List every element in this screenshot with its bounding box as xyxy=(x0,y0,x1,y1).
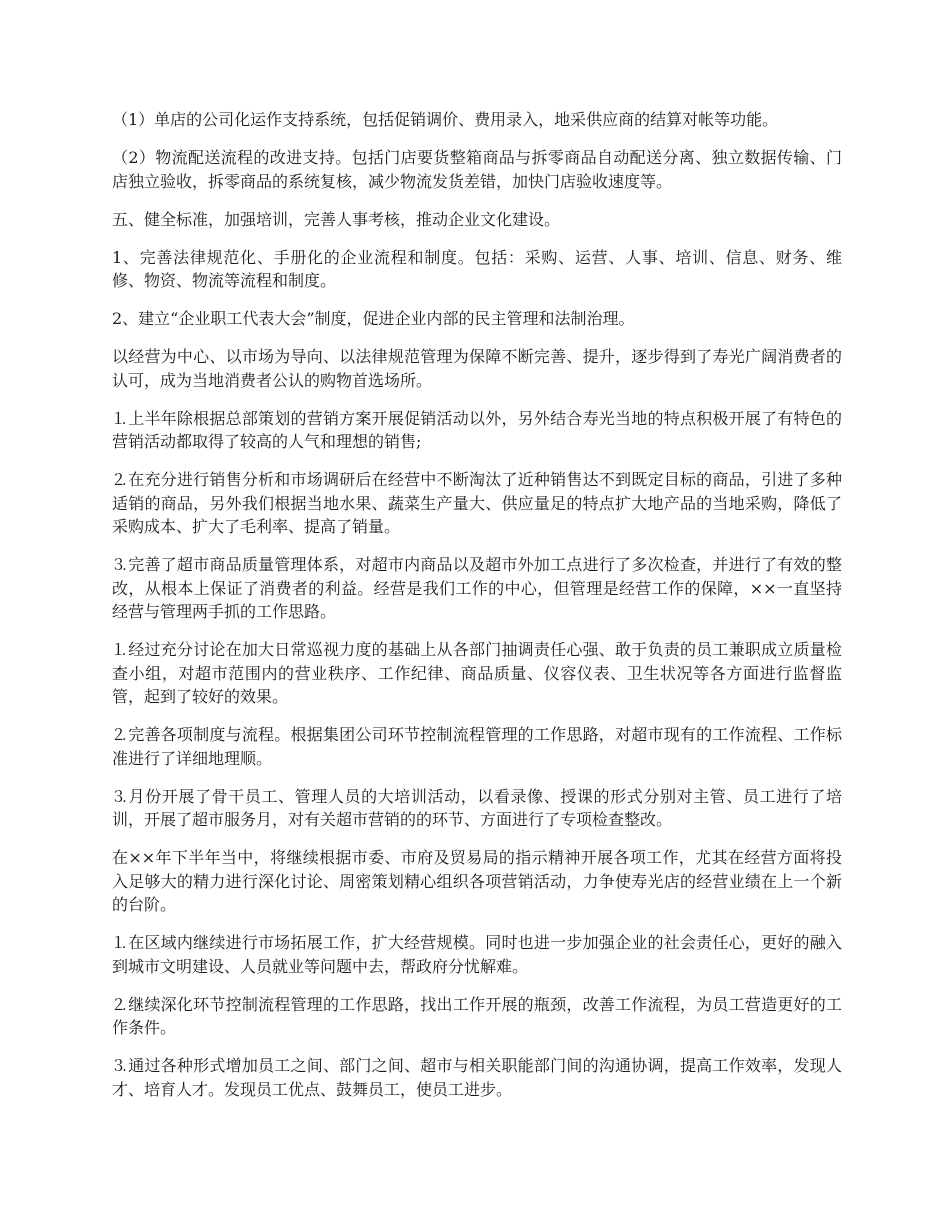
document-body xyxy=(112,108,842,1116)
paragraph-10: ⒈经过充分讨论在加大日常巡视力度的基础上从各部门抽调责任心强、敢于负责的员工兼职成立质量检查小组，对超市范围内的营业秩序、工作纪律、商品质量、仪容仪表、卫生状况等各方面进行监督监管，起到了较好的效果。 xyxy=(112,640,842,706)
paragraph-12: ⒊月份开展了骨干员工、管理人员的大培训活动，以看录像、授课的形式分别对主管、员工进行了培训，开展了超市服务月，对有关超市营销的的环节、方面进行了专项检查整改。 xyxy=(112,786,842,829)
paragraph-9: ⒊完善了超市商品质量管理体系，对超市内商品以及超市外加工点进行了多次检查，并进行了有效的整改，从根本上保证了消费者的利益。经营是我们工作的中心，但管理是经营工作的保障，××一直坚持经营与管理两手抓的工作思路。 xyxy=(112,555,842,621)
paragraph-6: 以经营为中心、以市场为导向、以法律规范管理为保障不断完善、提升，逐步得到了寿光广阔消费者的认可，成为当地消费者公认的购物首选场所。 xyxy=(112,347,842,390)
paragraph-2: （2）物流配送流程的改进支持。包括门店要货整箱商品与拆零商品自动配送分离、独立数据传输、门店独立验收，拆零商品的系统复核，减少物流发货差错，加快门店验收速度等。 xyxy=(112,148,842,191)
paragraph-14: ⒈在区域内继续进行市场拓展工作，扩大经营规模。同时也进一步加强企业的社会责任心，更好的融入到城市文明建设、人员就业等问题中去，帮政府分忧解难。 xyxy=(112,933,842,976)
paragraph-5: 2、建立“企业职工代表大会”制度，促进企业内部的民主管理和法制治理。 xyxy=(112,309,635,328)
section-heading-5: 五、健全标准，加强培训，完善人事考核，推动企业文化建设。 xyxy=(112,209,561,229)
paragraph-4: 1、完善法律规范化、手册化的企业流程和制度。包括：采购、运营、人事、培训、信息、财务、维修、物资、物流等流程和制度。 xyxy=(112,247,842,290)
paragraph-7: ⒈上半年除根据总部策划的营销方案开展促销活动以外，另外结合寿光当地的特点积极开展了有特色的营销活动都取得了较高的人气和理想的销售; xyxy=(112,408,842,451)
paragraph-15: ⒉继续深化环节控制流程管理的工作思路，找出工作开展的瓶颈，改善工作流程，为员工营造更好的工作条件。 xyxy=(112,994,842,1037)
paragraph-16: ⒊通过各种形式增加员工之间、部门之间、超市与相关职能部门间的沟通协调，提高工作效率，发现人才、培育人才。发现员工优点、鼓舞员工，使员工进步。 xyxy=(112,1056,842,1099)
paragraph-8: ⒉在充分进行销售分析和市场调研后在经营中不断淘汰了近种销售达不到既定目标的商品，引进了多种适销的商品，另外我们根据当地水果、蔬菜生产量大、供应量足的特点扩大地产品的当地采购，降低了采购成本、扩大了毛利率、提高了销量。 xyxy=(112,470,842,536)
paragraph-1: （1）单店的公司化运作支持系统，包括促销调价、费用录入，地采供应商的结算对帐等功能。 xyxy=(112,110,779,129)
paragraph-13: 在××年下半年当中，将继续根据市委、市府及贸易局的指示精神开展各项工作，尤其在经营方面将投入足够大的精力进行深化讨论、周密策划精心组织各项营销活动，力争使寿光店的经营业绩在上一个新的台阶。 xyxy=(112,848,842,914)
paragraph-11: ⒉完善各项制度与流程。根据集团公司环节控制流程管理的工作思路，对超市现有的工作流程、工作标准进行了详细地理顺。 xyxy=(112,725,842,768)
